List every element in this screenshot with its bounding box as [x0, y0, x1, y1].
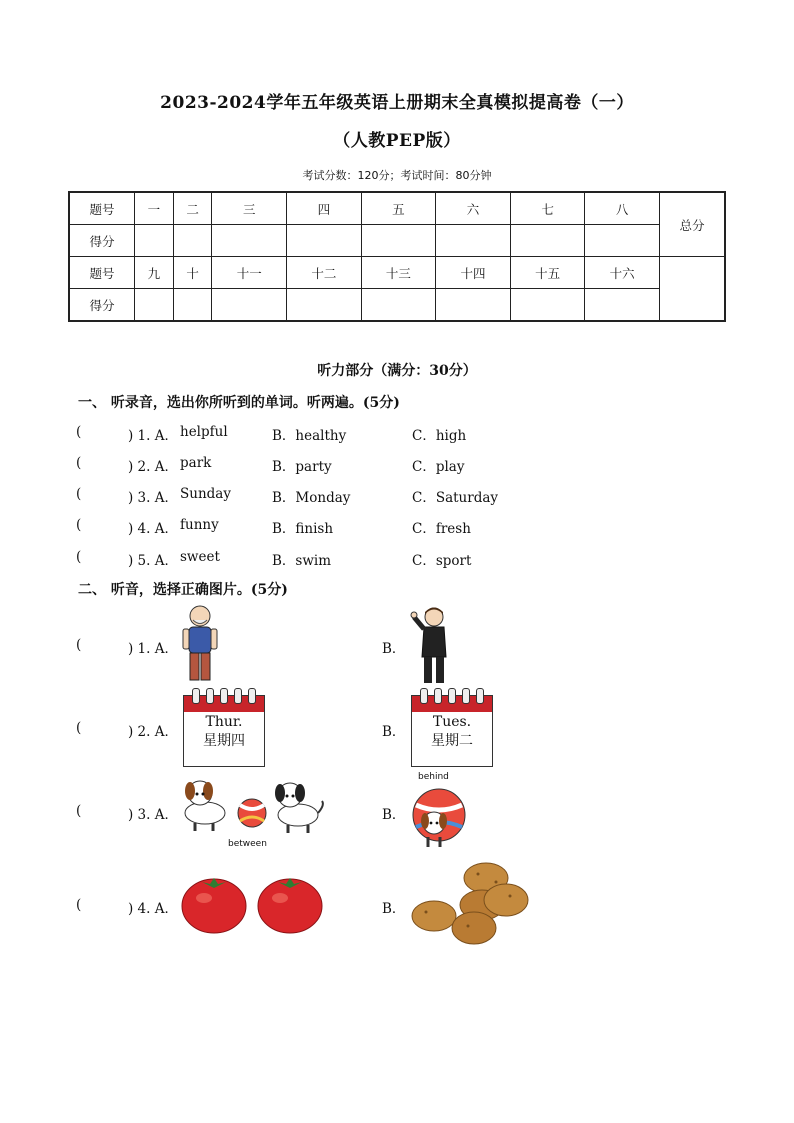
score-cell[interactable] [361, 225, 436, 257]
col-5: 五 [361, 192, 436, 225]
score-cell[interactable] [135, 289, 174, 322]
col-14: 十四 [436, 257, 511, 289]
score-cell[interactable] [212, 225, 287, 257]
question-number: ) 3. A． [128, 807, 178, 823]
answer-paren[interactable]: ( [76, 720, 82, 736]
total-cell[interactable] [660, 257, 726, 322]
score-cell[interactable] [585, 225, 660, 257]
answer-paren[interactable]: ( [76, 517, 82, 533]
col-2: 二 [173, 192, 212, 225]
option-c: C．play [412, 459, 465, 475]
option-c: C．sport [412, 553, 472, 569]
question-number: ) 3. A． [128, 490, 178, 506]
option-b-label: B． [382, 641, 406, 657]
question-number: ) 1. A． [128, 641, 178, 657]
option-a: funny [180, 517, 219, 533]
score-cell[interactable] [287, 289, 362, 322]
question-number: ) 4. A． [128, 521, 178, 537]
label-no: 题号 [69, 257, 135, 289]
score-cell[interactable] [510, 289, 585, 322]
score-cell[interactable] [173, 225, 212, 257]
answer-paren[interactable]: ( [76, 897, 82, 913]
option-b-label: B． [382, 724, 406, 740]
col-6: 六 [436, 192, 511, 225]
label-score: 得分 [69, 289, 135, 322]
option-c: C．fresh [412, 521, 471, 537]
between-label: between [228, 839, 267, 849]
answer-paren[interactable]: ( [76, 637, 82, 653]
col-1: 一 [135, 192, 174, 225]
option-b: B．swim [272, 553, 332, 569]
col-4: 四 [287, 192, 362, 225]
option-c: C．Saturday [412, 490, 499, 506]
page-subtitle: （人教PEP版） [333, 131, 461, 151]
col-10: 十 [173, 257, 212, 289]
score-cell[interactable] [173, 289, 212, 322]
listening-heading: 听力部分（满分：30分） [317, 363, 477, 379]
label-score: 得分 [69, 225, 135, 257]
option-c: C．high [412, 428, 467, 444]
option-a: sweet [180, 549, 220, 565]
col-16: 十六 [585, 257, 660, 289]
question-number: ) 1. A． [128, 428, 178, 444]
col-7: 七 [510, 192, 585, 225]
calendar-en: Thur. [205, 714, 243, 730]
option-a: Sunday [180, 486, 231, 502]
col-11: 十一 [212, 257, 287, 289]
col-12: 十二 [287, 257, 362, 289]
col-15: 十五 [510, 257, 585, 289]
score-cell[interactable] [135, 225, 174, 257]
exam-info: 考试分数：120分；考试时间：80分钟 [302, 169, 492, 182]
answer-paren[interactable]: ( [76, 803, 82, 819]
score-table [68, 191, 726, 322]
score-cell[interactable] [212, 289, 287, 322]
option-b-label: B． [382, 807, 406, 823]
answer-paren[interactable]: ( [76, 549, 82, 565]
col-8: 八 [585, 192, 660, 225]
answer-paren[interactable]: ( [76, 424, 82, 440]
old-man-picture[interactable] [180, 603, 220, 685]
question-number: ) 2. A． [128, 459, 178, 475]
option-b: B．party [272, 459, 332, 475]
option-b: B．finish [272, 521, 334, 537]
calendar-thursday-picture[interactable] [183, 695, 265, 767]
score-cell[interactable] [585, 289, 660, 322]
score-cell[interactable] [361, 289, 436, 322]
option-a: helpful [180, 424, 228, 440]
question-number: ) 5. A． [128, 553, 178, 569]
part1-title: 一、 听录音，选出你所听到的单词。听两遍。(5分) [78, 395, 400, 411]
col-13: 十三 [361, 257, 436, 289]
label-total: 总分 [660, 192, 726, 257]
option-a: park [180, 455, 212, 471]
score-cell[interactable] [436, 289, 511, 322]
question-number: ) 4. A． [128, 901, 178, 917]
calendar-cn: 星期二 [431, 733, 473, 749]
tomatoes-picture[interactable] [180, 872, 328, 936]
calendar-tuesday-picture[interactable] [411, 695, 493, 767]
dogs-ball-between-picture[interactable] [180, 775, 325, 837]
behind-label: behind [418, 772, 449, 782]
potatoes-picture[interactable] [406, 860, 534, 950]
option-b-label: B． [382, 901, 406, 917]
part2-title: 二、 听音，选择正确图片。(5分) [78, 582, 288, 598]
answer-paren[interactable]: ( [76, 486, 82, 502]
label-no: 题号 [69, 192, 135, 225]
option-b: B．Monday [272, 490, 351, 506]
option-b: B．healthy [272, 428, 347, 444]
col-9: 九 [135, 257, 174, 289]
answer-paren[interactable]: ( [76, 455, 82, 471]
score-cell[interactable] [510, 225, 585, 257]
col-3: 三 [212, 192, 287, 225]
question-number: ) 2. A． [128, 724, 178, 740]
page-title: 2023-2024学年五年级英语上册期末全真模拟提高卷（一） [160, 93, 634, 113]
calendar-cn: 星期四 [203, 733, 245, 749]
score-cell[interactable] [436, 225, 511, 257]
dog-behind-ball-picture[interactable] [410, 785, 468, 849]
young-man-picture[interactable] [410, 605, 454, 685]
score-cell[interactable] [287, 225, 362, 257]
calendar-en: Tues. [432, 714, 472, 730]
